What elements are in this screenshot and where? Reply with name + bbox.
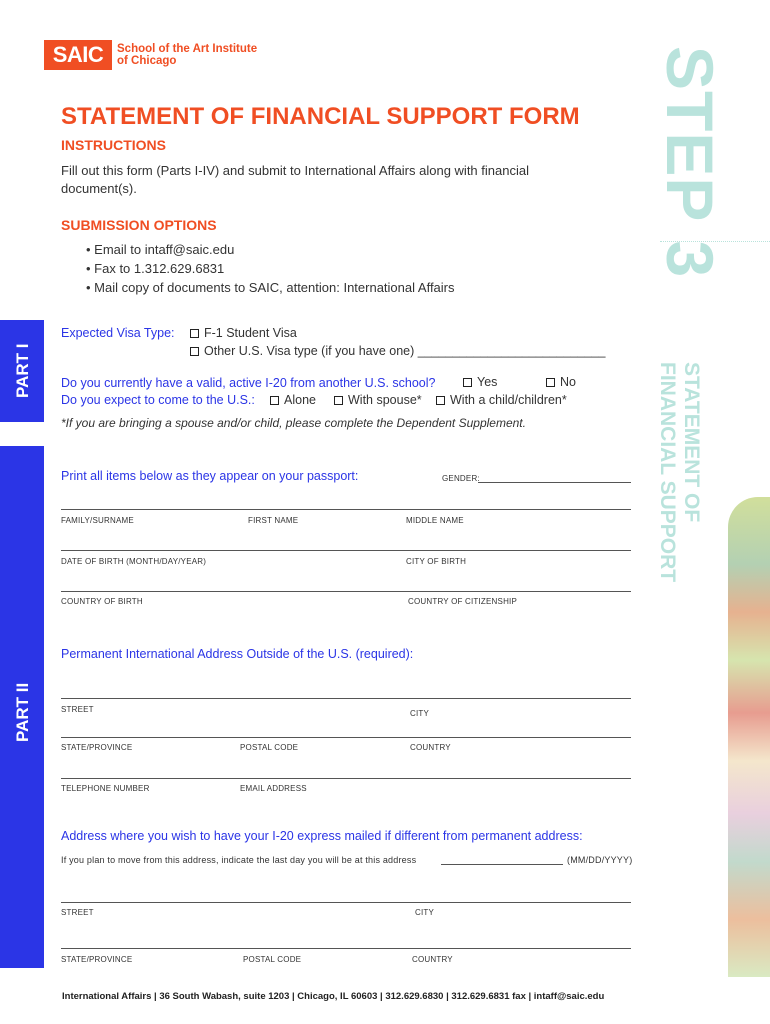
mail-street-line[interactable] (61, 902, 631, 903)
footer-contact: International Affairs | 36 South Wabash, suite 1203 | Chicago, IL 60603 | 312.629.6830 | 312.629.6831 fax | intaff@saic.edu (62, 991, 605, 1002)
page-title: STATEMENT OF FINANCIAL SUPPORT FORM (61, 103, 580, 130)
submission-item-email: • Email to intaff@saic.edu (86, 242, 235, 257)
step-subtitle-line-2: FINANCIAL SUPPORT (656, 362, 679, 583)
move-date-field[interactable] (441, 864, 563, 865)
perm-city-label: CITY (410, 709, 430, 718)
dob-label: DATE OF BIRTH (MONTH/DAY/YEAR) (61, 557, 207, 566)
telephone-label: TELEPHONE NUMBER (61, 784, 150, 793)
step-subtitle (651, 362, 703, 632)
permanent-address-heading: Permanent International Address Outside of the U.S. (required): (61, 647, 414, 661)
part-2-label: PART II (13, 682, 32, 742)
family-name-label: FAMILY/SURNAME (61, 516, 134, 525)
country-of-citizenship-label: COUNTRY OF CITIZENSHIP (408, 597, 518, 606)
visa-f1-option[interactable] (190, 326, 297, 340)
first-name-label: FIRST NAME (248, 516, 299, 525)
i20-question: Do you currently have a valid, active I-20 from another U.S. school? (61, 376, 436, 390)
visa-other-checkbox[interactable] (190, 347, 199, 356)
come-child-label: With a child/children* (450, 393, 567, 407)
submission-heading: SUBMISSION OPTIONS (61, 217, 217, 233)
mail-state-label: STATE/PROVINCE (61, 955, 133, 964)
visa-other-label: Other U.S. Visa type (if you have one) ___________________________ (204, 344, 606, 358)
name-field-line[interactable] (61, 509, 631, 510)
visa-f1-checkbox[interactable] (190, 329, 199, 338)
country-of-birth-label: COUNTRY OF BIRTH (61, 597, 143, 606)
come-spouse-checkbox[interactable] (334, 396, 343, 405)
middle-name-label: MIDDLE NAME (406, 516, 464, 525)
passport-heading: Print all items below as they appear on your passport: (61, 469, 359, 483)
step-divider (660, 241, 770, 242)
perm-country-label: COUNTRY (410, 743, 451, 752)
i20-yes-checkbox[interactable] (463, 378, 472, 387)
email-label: EMAIL ADDRESS (240, 784, 307, 793)
come-question: Do you expect to come to the U.S.: (61, 393, 255, 407)
visa-other-option[interactable] (190, 344, 605, 358)
part-2-tab (0, 446, 44, 968)
step-label: STEP 3 (653, 46, 727, 279)
instructions-line-1: Fill out this form (Parts I-IV) and submit to International Affairs along with financial (61, 163, 529, 178)
visa-f1-label: F-1 Student Visa (204, 326, 297, 340)
logo-line-2: of Chicago (117, 55, 177, 67)
i20-yes-label: Yes (477, 375, 498, 389)
i20-no-option[interactable] (546, 375, 576, 389)
perm-contact-line[interactable] (61, 778, 631, 779)
submission-item-mail: • Mail copy of documents to SAIC, attention: International Affairs (86, 280, 455, 295)
move-date-note: If you plan to move from this address, indicate the last day you will be at this address (61, 855, 417, 865)
come-alone-option[interactable] (270, 393, 316, 407)
visa-type-label: Expected Visa Type: (61, 326, 175, 340)
mail-street-label: STREET (61, 908, 94, 917)
perm-postal-label: POSTAL CODE (240, 743, 299, 752)
come-alone-checkbox[interactable] (270, 396, 279, 405)
instructions-line-2: document(s). (61, 181, 137, 196)
mail-postal-label: POSTAL CODE (243, 955, 302, 964)
perm-state-label: STATE/PROVINCE (61, 743, 133, 752)
dependent-note: *If you are bringing a spouse and/or child, please complete the Dependent Supplement. (61, 416, 526, 430)
logo-line-1: School of the Art Institute (117, 43, 258, 55)
come-alone-label: Alone (284, 393, 316, 407)
logo-name (117, 43, 257, 67)
come-child-checkbox[interactable] (436, 396, 445, 405)
perm-street-line[interactable] (61, 698, 631, 699)
come-spouse-option[interactable] (334, 393, 422, 407)
step-subtitle-line-1: STATEMENT OF (680, 362, 703, 523)
i20-yes-option[interactable] (463, 375, 497, 389)
decorative-artwork (728, 497, 770, 977)
come-spouse-label: With spouse* (348, 393, 422, 407)
part-1-label: PART I (13, 343, 32, 398)
part-1-tab (0, 320, 44, 422)
move-date-format: (MM/DD/YYYY) (567, 855, 633, 865)
instructions-heading: INSTRUCTIONS (61, 137, 166, 153)
logo-abbr: SAIC (44, 40, 112, 70)
city-of-birth-label: CITY OF BIRTH (406, 557, 467, 566)
submission-item-fax: • Fax to 1.312.629.6831 (86, 261, 225, 276)
gender-field[interactable] (478, 482, 631, 483)
saic-logo (44, 40, 257, 70)
mail-state-line[interactable] (61, 948, 631, 949)
mailing-address-heading: Address where you wish to have your I-20 express mailed if different from permanent address: (61, 829, 583, 843)
step-indicator (655, 46, 725, 346)
mail-country-label: COUNTRY (412, 955, 453, 964)
birth-field-line[interactable] (61, 550, 631, 551)
i20-no-label: No (560, 375, 576, 389)
gender-label: GENDER: (442, 474, 480, 483)
come-child-option[interactable] (436, 393, 567, 407)
country-field-line[interactable] (61, 591, 631, 592)
mail-city-label: CITY (415, 908, 435, 917)
i20-no-checkbox[interactable] (546, 378, 555, 387)
perm-street-label: STREET (61, 705, 94, 714)
perm-state-line[interactable] (61, 737, 631, 738)
